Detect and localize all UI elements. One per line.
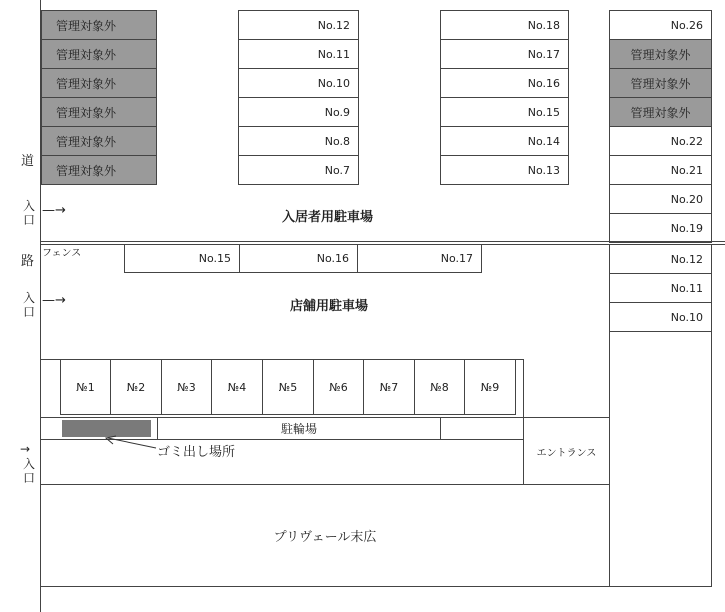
- numbered-slot: №4: [211, 359, 263, 415]
- numbered-slot: №2: [110, 359, 162, 415]
- entrance-hall: エントランス: [523, 417, 610, 485]
- numbered-slot: №9: [464, 359, 516, 415]
- stall-managed-out: 管理対象外: [41, 97, 157, 127]
- parking-stall: No.18: [440, 10, 569, 40]
- parking-stall: No.20: [609, 184, 712, 214]
- road-label-michi: 道: [21, 154, 35, 169]
- numbered-slot: №3: [161, 359, 212, 415]
- stall-managed-out: 管理対象外: [609, 97, 712, 127]
- stall-managed-out: 管理対象外: [609, 39, 712, 69]
- entrance-char: 入: [22, 291, 35, 305]
- parking-stall: No.17: [357, 244, 482, 273]
- numbered-slot: №7: [363, 359, 415, 415]
- road-label-ro: 路: [21, 254, 35, 269]
- arrow-right-icon: —→: [42, 293, 66, 308]
- parking-stall: No.12: [238, 10, 359, 40]
- numbered-slot: №5: [262, 359, 314, 415]
- resident-parking-title: 入居者用駐車場: [282, 210, 374, 225]
- parking-stall: No.21: [609, 155, 712, 185]
- numbered-slot: №1: [60, 359, 111, 415]
- parking-stall: No.11: [238, 39, 359, 69]
- entrance-char: 入: [22, 457, 35, 471]
- parking-stall: No.12: [609, 244, 712, 274]
- parking-stall: No.22: [609, 126, 712, 156]
- bicycle-strip-right: [440, 417, 524, 440]
- stall-managed-out: 管理対象外: [609, 68, 712, 98]
- parking-stall: No.13: [440, 155, 569, 185]
- parking-stall: No.10: [238, 68, 359, 98]
- parking-stall: No.16: [440, 68, 569, 98]
- building-name: プリヴェール末広: [40, 484, 610, 587]
- building-wing: [609, 331, 712, 587]
- parking-stall: No.15: [124, 244, 240, 273]
- entrance-label: [22, 291, 36, 319]
- parking-stall: No.8: [238, 126, 359, 156]
- parking-stall: No.15: [440, 97, 569, 127]
- stall-managed-out: 管理対象外: [41, 39, 157, 69]
- slot-row-edge: [40, 359, 61, 360]
- stall-managed-out: 管理対象外: [41, 126, 157, 156]
- arrow-right-icon: —→: [42, 203, 66, 218]
- numbered-slot: №8: [414, 359, 465, 415]
- arrow-right-icon: →: [20, 442, 31, 456]
- bicycle-parking: 駐輪場: [157, 417, 441, 440]
- fence-line: [40, 241, 725, 242]
- parking-stall: No.10: [609, 302, 712, 332]
- entrance-char: 口: [22, 305, 35, 319]
- stall-managed-out: 管理対象外: [41, 68, 157, 98]
- parking-stall: No.16: [239, 244, 358, 273]
- parking-stall: No.11: [609, 273, 712, 303]
- shop-parking-title: 店舗用駐車場: [290, 299, 369, 314]
- parking-stall: No.7: [238, 155, 359, 185]
- numbered-slot: №6: [313, 359, 364, 415]
- parking-stall: No.26: [609, 10, 712, 40]
- garbage-label: ゴミ出し場所: [157, 445, 236, 460]
- entrance-char: 入: [22, 199, 35, 213]
- parking-stall: No.19: [609, 213, 712, 243]
- entrance-label: [22, 199, 36, 227]
- parking-stall: No.17: [440, 39, 569, 69]
- entrance-label: [22, 457, 36, 485]
- entrance-char: 口: [22, 471, 35, 485]
- slot-row-edge: [523, 359, 524, 418]
- stall-managed-out: 管理対象外: [41, 10, 157, 40]
- stall-managed-out: 管理対象外: [41, 155, 157, 185]
- entrance-char: 口: [22, 213, 35, 227]
- pointer-arrow-icon: [100, 434, 160, 454]
- parking-stall: No.9: [238, 97, 359, 127]
- parking-stall: No.14: [440, 126, 569, 156]
- fence-label: フェンス: [42, 248, 82, 259]
